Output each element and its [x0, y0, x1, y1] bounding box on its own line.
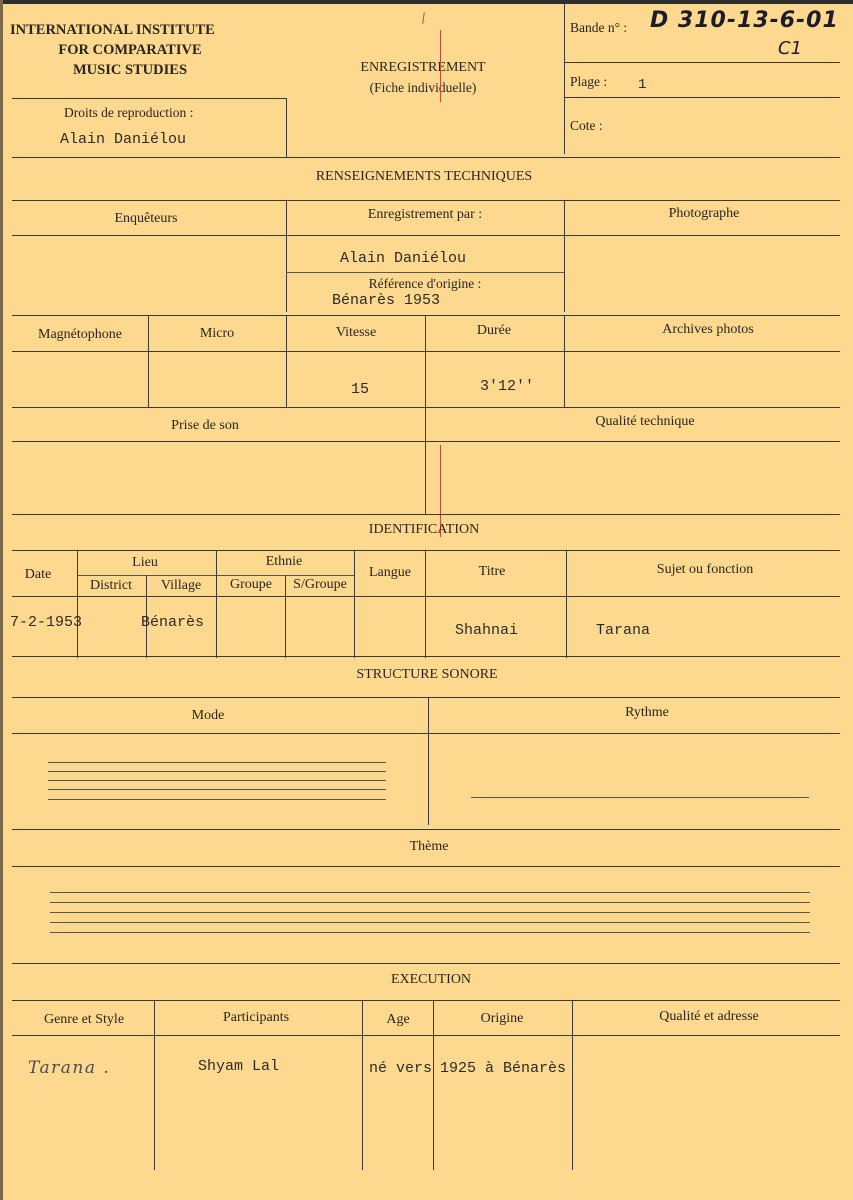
rule [12, 963, 840, 964]
institute-line-2: FOR COMPARATIVE [58, 42, 202, 58]
enregistrement-label: Enregistrement par : [367, 207, 483, 222]
rule [564, 97, 840, 98]
rule [12, 596, 840, 597]
duree-label: Durée [476, 323, 512, 338]
vitesse-label: Vitesse [335, 325, 377, 340]
duree-value: 3'12'' [480, 378, 535, 395]
form-title: ENREGISTREMENT [360, 60, 486, 75]
rule [154, 1000, 155, 1170]
rythme-label: Rythme [625, 705, 669, 720]
staff-line [50, 932, 810, 933]
rule [286, 98, 287, 157]
rule [433, 1000, 434, 1170]
bande-value: D 310-13-6-01 [650, 8, 839, 33]
date-value: 7-2-1953 [10, 614, 83, 631]
langue-label: Langue [369, 565, 411, 580]
staff-line [48, 780, 386, 781]
rule [572, 1000, 573, 1170]
institute-line-3: MUSIC STUDIES [72, 62, 188, 78]
form-subtitle: (Fiche individuelle) [369, 80, 477, 95]
age-value: né vers [369, 1060, 433, 1077]
staff-line [50, 912, 810, 913]
execution-section-title: EXECUTION [390, 972, 472, 987]
plage-label: Plage : [570, 74, 608, 89]
rule [286, 200, 287, 312]
rights-label: Droits de reproduction : [64, 105, 194, 120]
rule [354, 550, 355, 658]
village-value: Bénarès [141, 614, 205, 631]
plage-value: 1 [638, 77, 647, 93]
bande-label: Bande n° : [570, 20, 628, 35]
rule [12, 1035, 840, 1036]
scan-top-edge [0, 0, 853, 4]
date-label: Date [24, 567, 52, 582]
rule [12, 733, 840, 734]
enqueteurs-label: Enquêteurs [114, 211, 178, 226]
staff-line [48, 771, 386, 772]
qualite-technique-label: Qualité technique [595, 414, 695, 429]
origine-label: Origine [480, 1011, 524, 1026]
reference-label: Référence d'origine : [368, 276, 482, 291]
rule [564, 4, 565, 154]
rule [12, 157, 840, 158]
rule [12, 697, 840, 698]
red-mark [440, 30, 441, 102]
rule [286, 272, 564, 273]
rule [285, 575, 286, 658]
rule [564, 200, 565, 312]
rule [148, 315, 149, 407]
genre-style-label: Genre et Style [43, 1012, 125, 1027]
micro-label: Micro [199, 326, 235, 341]
technical-section-title: RENSEIGNEMENTS TECHNIQUES [315, 169, 533, 184]
genre-value: Tarana . [28, 1058, 111, 1078]
rule [12, 1000, 840, 1001]
participants-label: Participants [222, 1010, 290, 1025]
origine-value: 1925 à Bénarès [440, 1060, 567, 1077]
vitesse-value: 15 [351, 381, 370, 398]
staff-line [50, 892, 810, 893]
rule [12, 235, 840, 236]
rule [12, 829, 840, 830]
rights-value: Alain Daniélou [60, 131, 187, 148]
rule [425, 407, 426, 514]
rule [12, 315, 840, 316]
rule [425, 550, 426, 658]
bande-suffix: C1 [778, 38, 803, 59]
staff-line [48, 789, 386, 790]
mode-label: Mode [191, 708, 225, 723]
staff-line [50, 902, 810, 903]
reference-value: Bénarès 1953 [332, 292, 441, 309]
structure-section-title: STRUCTURE SONORE [356, 667, 498, 682]
photographe-label: Photographe [668, 206, 740, 221]
rule [77, 550, 78, 658]
rule [216, 550, 217, 658]
rule [362, 1000, 363, 1170]
age-label: Age [386, 1012, 410, 1027]
rule [12, 351, 840, 352]
sgroupe-label: S/Groupe [293, 577, 347, 592]
rule [428, 697, 429, 825]
institute-name [10, 20, 250, 80]
lieu-label: Lieu [132, 555, 158, 570]
rule [286, 315, 287, 407]
prise-de-son-label: Prise de son [171, 418, 239, 433]
staff-line [48, 799, 386, 800]
rule [12, 98, 286, 99]
sujet-value: Tarana [596, 622, 651, 639]
rule [12, 514, 840, 515]
rule [12, 200, 840, 201]
magnetophone-label: Magnétophone [38, 327, 122, 342]
rule [564, 315, 565, 407]
scan-left-edge [0, 0, 3, 1200]
rule [12, 441, 840, 442]
staff-line [48, 762, 386, 763]
theme-label: Thème [409, 839, 449, 854]
rule [12, 550, 840, 551]
ethnie-label: Ethnie [265, 554, 303, 569]
rule [425, 315, 426, 407]
rule [12, 656, 840, 657]
archives-photos-label: Archives photos [662, 322, 754, 337]
participants-value: Shyam Lal [198, 1058, 280, 1075]
titre-label: Titre [478, 564, 506, 579]
rhythm-line [471, 797, 809, 798]
district-label: District [90, 578, 132, 593]
sujet-label: Sujet ou fonction [656, 562, 754, 577]
titre-value: Shahnai [455, 622, 519, 639]
rule [564, 62, 840, 63]
qualite-adresse-label: Qualité et adresse [659, 1009, 759, 1024]
village-label: Village [160, 578, 202, 593]
identification-section-title: IDENTIFICATION [368, 522, 480, 537]
enregistrement-value: Alain Daniélou [340, 250, 467, 267]
rule [566, 550, 567, 658]
cote-label: Cote : [570, 118, 603, 133]
institute-line-1: INTERNATIONAL INSTITUTE [10, 22, 215, 38]
rule [12, 866, 840, 867]
staff-line [50, 922, 810, 923]
groupe-label: Groupe [230, 577, 272, 592]
rule [12, 407, 840, 408]
red-mark [422, 12, 425, 24]
